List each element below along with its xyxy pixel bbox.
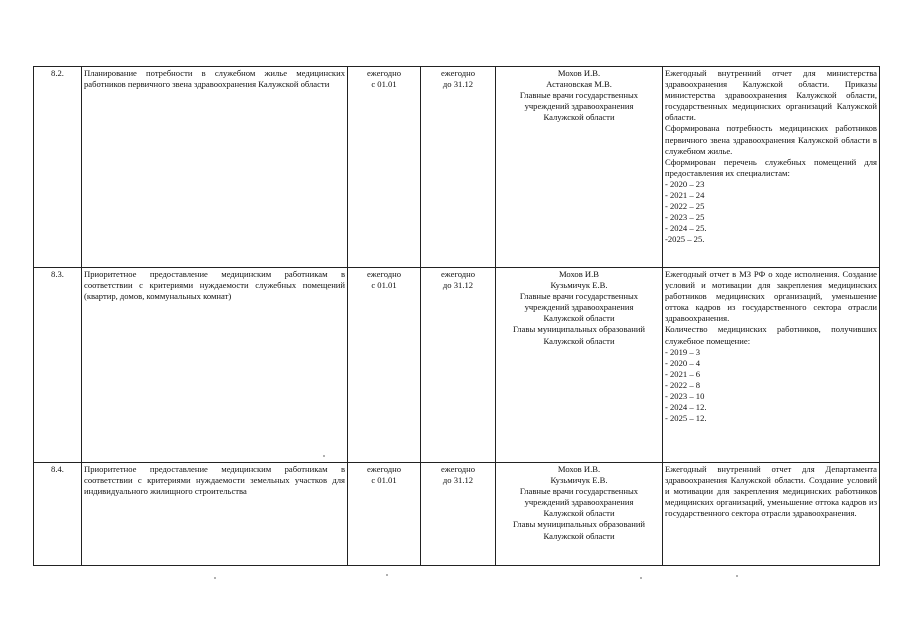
scan-speck bbox=[640, 577, 642, 579]
responsible-line: Мохов И.В. bbox=[557, 68, 601, 78]
result-list-item: - 2021 – 24 bbox=[665, 190, 705, 201]
responsible-line: Главные врачи государственных bbox=[519, 291, 639, 302]
start-date bbox=[348, 463, 421, 566]
end-date-line: ежегодно bbox=[440, 464, 476, 474]
measure-description: Приоритетное предоставление медицинским работникам в соответствии с критериями нуждаемости служебных помещений (квартир, домов, коммунальных комнат) bbox=[82, 268, 348, 463]
responsible-line: Кузьмичук Е.В. bbox=[550, 280, 608, 291]
measure-description: Приоритетное предоставление медицинским работникам в соответствии с критериями нуждаемости земельных участков для индивидуального жилищного строительства bbox=[82, 463, 348, 566]
start-date-line: ежегодно bbox=[366, 68, 402, 78]
start-date-line: с 01.01 bbox=[371, 280, 397, 291]
start-date bbox=[348, 67, 421, 268]
start-date-line: с 01.01 bbox=[371, 475, 397, 486]
responsible-line: учреждений здравоохранения bbox=[524, 497, 634, 508]
end-date-line: ежегодно bbox=[440, 269, 476, 279]
result-paragraph: Сформирована потребность медицинских работников первичного звена здравоохранения Калужской области в служебном жилье. bbox=[665, 123, 877, 156]
start-date-line: ежегодно bbox=[366, 464, 402, 474]
expected-result bbox=[663, 268, 880, 463]
responsible-line: Главные врачи государственных bbox=[519, 486, 639, 497]
end-date-line: ежегодно bbox=[440, 68, 476, 78]
result-paragraph: Количество медицинских работников, получивших служебное помещение: bbox=[665, 324, 877, 346]
measure-description: Планирование потребности в служебном жилье медицинских работников первичного звена здравоохранения Калужской области bbox=[82, 67, 348, 268]
row-number: 8.2. bbox=[34, 67, 82, 268]
start-date bbox=[348, 268, 421, 463]
responsible-line: Калужской области bbox=[543, 313, 615, 324]
row-number: 8.4. bbox=[34, 463, 82, 566]
result-paragraph: Ежегодный внутренний отчет для министерства здравоохранения Калужской области. Приказы министерства здравоохранения Калужской области, государственных медицинских организаций Калужской области. bbox=[665, 68, 877, 123]
result-list-item: - 2024 – 12. bbox=[665, 402, 707, 413]
scan-speck bbox=[323, 455, 325, 457]
expected-result bbox=[663, 463, 880, 566]
result-list-item: - 2024 – 25. bbox=[665, 223, 707, 234]
result-list-item: - 2022 – 25 bbox=[665, 201, 705, 212]
result-paragraph: Ежегодный отчет в МЗ РФ о ходе исполнения. Создание условий и мотивации для закрепления медицинских работников медицинских организаций, уменьшение оттока кадров из государственного сектора отрасли здравоохранения. bbox=[665, 269, 877, 324]
responsible-persons bbox=[496, 67, 663, 268]
result-list-item: - 2023 – 10 bbox=[665, 391, 705, 402]
responsible-line: Калужской области bbox=[543, 508, 615, 519]
result-paragraph: Сформирован перечень служебных помещений для предоставления их специалистам: bbox=[665, 156, 877, 178]
table-row bbox=[34, 67, 880, 268]
result-list-item: - 2022 – 8 bbox=[665, 379, 701, 390]
responsible-persons bbox=[496, 463, 663, 566]
responsible-line: Главы муниципальных образований bbox=[512, 519, 646, 530]
result-list-item: - 2023 – 25 bbox=[665, 212, 705, 223]
responsible-line: Калужской области bbox=[543, 530, 615, 541]
responsible-line: Калужской области bbox=[543, 112, 615, 123]
responsible-line: Мохов И.В bbox=[558, 269, 600, 279]
row-number: 8.3. bbox=[34, 268, 82, 463]
responsible-line: Астановская М.В. bbox=[546, 79, 612, 90]
scan-speck bbox=[214, 577, 216, 579]
responsible-line: Кузьмичук Е.В. bbox=[550, 475, 608, 486]
responsible-line: Калужской области bbox=[543, 335, 615, 346]
responsible-line: учреждений здравоохранения bbox=[524, 101, 634, 112]
end-date bbox=[421, 67, 496, 268]
end-date bbox=[421, 268, 496, 463]
result-list-item: - 2020 – 23 bbox=[665, 178, 705, 189]
scan-speck bbox=[736, 575, 738, 577]
result-list-item: - 2025 – 12. bbox=[665, 413, 707, 424]
start-date-line: ежегодно bbox=[366, 269, 402, 279]
result-list-item: - 2021 – 6 bbox=[665, 368, 701, 379]
end-date bbox=[421, 463, 496, 566]
result-paragraph: Ежегодный внутренний отчет для Департамента здравоохранения Калужской области. Создание условий и мотивации для закрепления медицинских работников медицинских организаций, уменьшение оттока кадров из государственного сектора отрасли здравоохранения. bbox=[665, 464, 877, 519]
end-date-line: до 31.12 bbox=[442, 79, 474, 90]
responsible-line: Главы муниципальных образований bbox=[512, 324, 646, 335]
responsible-line: Главные врачи государственных bbox=[519, 90, 639, 101]
table-row bbox=[34, 463, 880, 566]
responsible-line: Мохов И.В. bbox=[557, 464, 601, 474]
table-row bbox=[34, 268, 880, 463]
result-list-item: - 2020 – 4 bbox=[665, 357, 701, 368]
end-date-line: до 31.12 bbox=[442, 475, 474, 486]
measures-table bbox=[33, 66, 880, 566]
start-date-line: с 01.01 bbox=[371, 79, 397, 90]
end-date-line: до 31.12 bbox=[442, 280, 474, 291]
result-list-item: -2025 – 25. bbox=[665, 234, 705, 245]
result-list-item: - 2019 – 3 bbox=[665, 346, 701, 357]
responsible-persons bbox=[496, 268, 663, 463]
expected-result bbox=[663, 67, 880, 268]
responsible-line: учреждений здравоохранения bbox=[524, 302, 634, 313]
scan-speck bbox=[386, 574, 388, 576]
